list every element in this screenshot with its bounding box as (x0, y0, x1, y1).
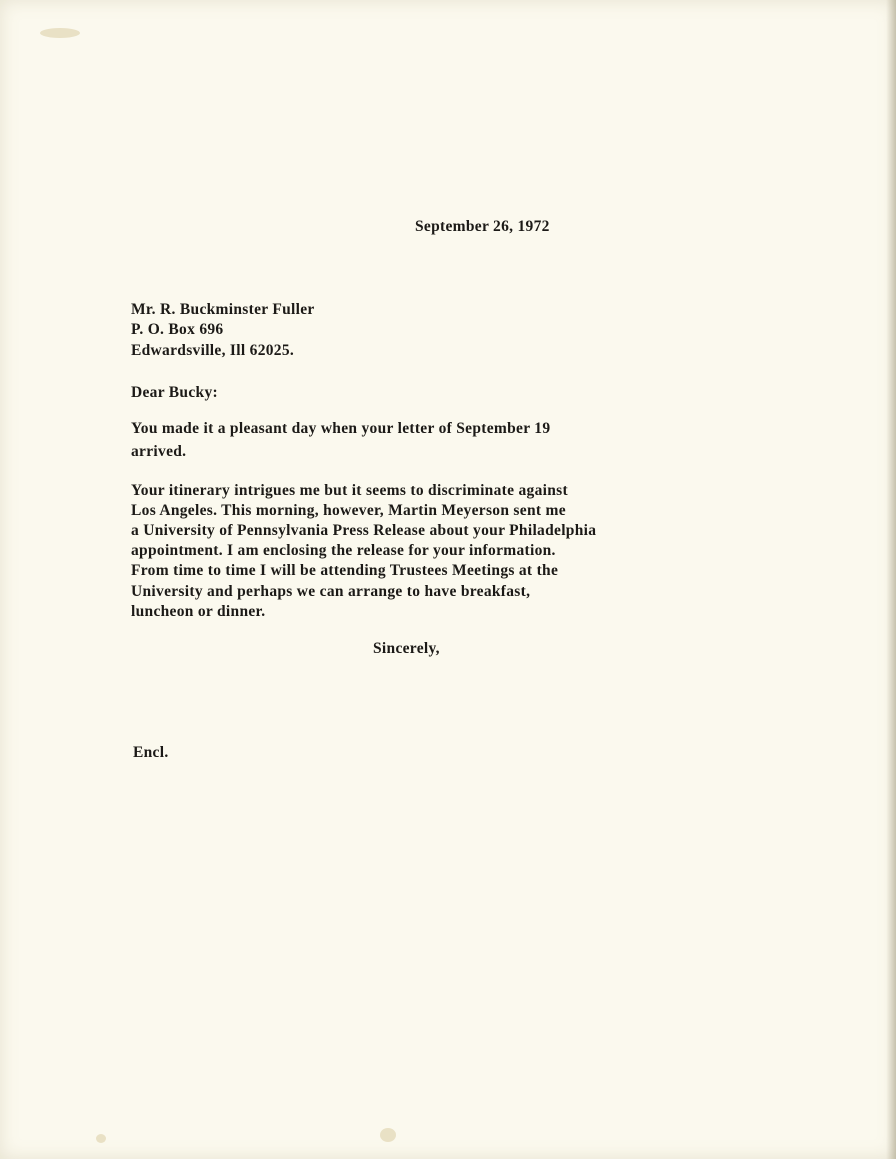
closing: Sincerely, (373, 640, 440, 657)
letter-date: September 26, 1972 (415, 218, 550, 235)
page-edge-shadow (886, 0, 896, 1159)
paragraph-2-line: From time to time I will be attending Trustees Meetings at the (131, 562, 559, 579)
paragraph-2-line: appointment. I am enclosing the release for your information. (131, 542, 556, 559)
paragraph-2-line: Your itinerary intrigues me but it seems to discriminate against (131, 482, 568, 499)
paragraph-1-line: You made it a pleasant day when your letter of September 19 (131, 420, 551, 437)
paragraph-2-line: University and perhaps we can arrange to have breakfast, (131, 583, 531, 600)
paper-stain (380, 1128, 396, 1142)
recipient-address-line-1: P. O. Box 696 (131, 321, 224, 338)
paragraph-2-line: Los Angeles. This morning, however, Martin Meyerson sent me (131, 502, 566, 519)
paper-stain (40, 28, 80, 38)
recipient-address-line-2: Edwardsville, Ill 62025. (131, 342, 295, 359)
recipient-name: Mr. R. Buckminster Fuller (131, 301, 315, 318)
salutation: Dear Bucky: (131, 384, 218, 401)
paper-stain (96, 1134, 106, 1143)
enclosure-note: Encl. (133, 744, 169, 761)
paragraph-2-line: a University of Pennsylvania Press Release about your Philadelphia (131, 522, 597, 539)
paragraph-2-line: luncheon or dinner. (131, 603, 266, 620)
paragraph-1-line: arrived. (131, 443, 187, 460)
